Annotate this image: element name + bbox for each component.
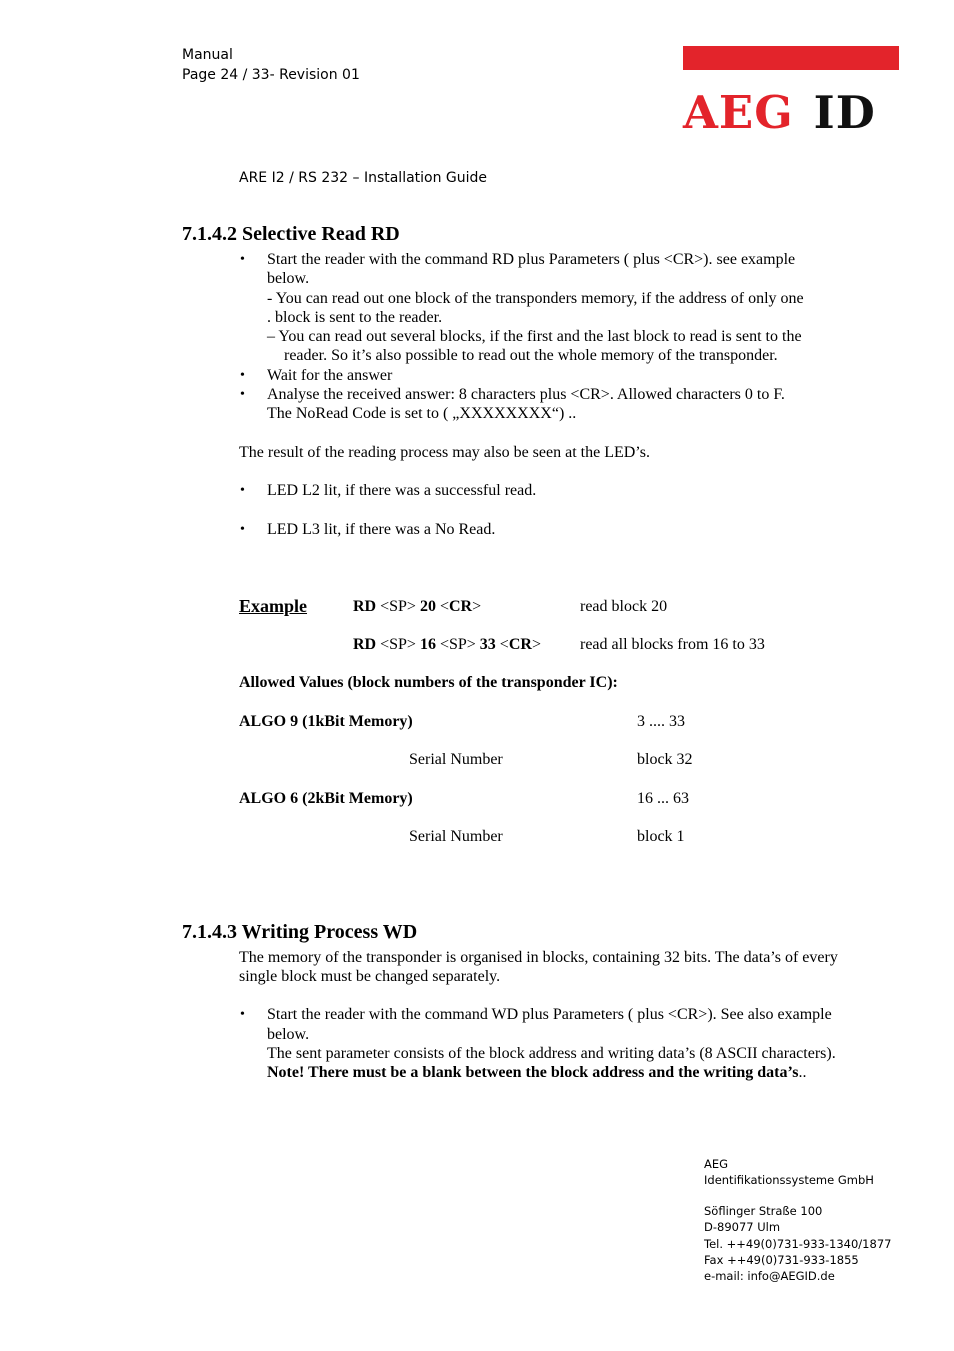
footer-tel: Tel. ++49(0)731-933-1340/1877	[704, 1237, 892, 1251]
led-intro: The result of the reading process may also be seen at the LED’s.	[239, 444, 650, 461]
wd-para-line1: The memory of the transponder is organised in blocks, containing 32 bits. The data’s of every	[239, 949, 838, 966]
footer-email: e-mail: info@AEGID.de	[704, 1269, 835, 1283]
example-label: Example	[239, 596, 308, 616]
rd-bullet3-line2: The NoRead Code is set to ( „XXXXXXXX“) ..	[267, 405, 577, 422]
rd-bullet3-line1: Analyse the received answer: 8 characters plus <CR>. Allowed characters 0 to F.	[267, 386, 785, 403]
doc-subtitle: ARE I2 / RS 232 – Installation Guide	[239, 170, 488, 186]
bullet-icon: •	[240, 387, 245, 402]
example1-command: RD <SP> 20 <CR>	[353, 598, 482, 615]
algo9-label: ALGO 9 (1kBit Memory)	[239, 713, 413, 730]
example2-desc: read all blocks from 16 to 33	[580, 636, 765, 653]
rd-bullet1-line2: below.	[267, 270, 310, 287]
example2-command: RD <SP> 16 <SP> 33 <CR>	[353, 636, 541, 653]
rd-bullet1-line6: reader. So it’s also possible to read out the whole memory of the transponder.	[284, 347, 778, 364]
footer-company: AEG	[704, 1157, 729, 1171]
footer-city: D-89077 Ulm	[704, 1220, 781, 1234]
section-heading-wd: 7.1.4.3 Writing Process WD	[182, 921, 418, 943]
wd-bullet1-line1: Start the reader with the command WD plus Parameters ( plus <CR>). See also example	[267, 1006, 832, 1023]
rd-bullet1-line1: Start the reader with the command RD plus Parameters ( plus <CR>). see example	[267, 251, 796, 268]
page-info: Page 24 / 33- Revision 01	[182, 67, 360, 83]
rd-bullet2: Wait for the answer	[267, 367, 393, 384]
led-l3: LED L3 lit, if there was a No Read.	[267, 521, 496, 538]
allowed-values-title: Allowed Values (block numbers of the transponder IC):	[239, 674, 618, 691]
wd-bullet1-note: Note! There must be a blank between the block address and the writing data’s..	[267, 1064, 807, 1081]
algo6-serial-value: block 1	[637, 828, 685, 845]
logo-aeg: AEG	[683, 86, 794, 139]
footer-company-full: Identifikationssysteme GmbH	[704, 1173, 874, 1187]
bullet-icon: •	[240, 522, 245, 537]
wd-bullet1-line2: below.	[267, 1026, 310, 1043]
algo6-serial-label: Serial Number	[409, 828, 503, 845]
led-l2: LED L2 lit, if there was a successful read.	[267, 482, 537, 499]
footer-fax: Fax ++49(0)731-933-1855	[704, 1253, 859, 1267]
bullet-icon: •	[240, 483, 245, 498]
logo-red-bar	[683, 46, 899, 70]
doc-type: Manual	[182, 47, 233, 63]
footer-street: Söflinger Straße 100	[704, 1204, 823, 1218]
bullet-icon: •	[240, 252, 245, 267]
algo9-serial-value: block 32	[637, 751, 693, 768]
wd-bullet1-line3: The sent parameter consists of the block address and writing data’s (8 ASCII characters).	[267, 1045, 836, 1062]
bullet-icon: •	[240, 1007, 245, 1022]
aeg-id-logo	[683, 88, 876, 138]
section-heading-rd: 7.1.4.2 Selective Read RD	[182, 223, 400, 245]
bullet-icon: •	[240, 368, 245, 383]
rd-bullet1-line4: . block is sent to the reader.	[267, 309, 443, 326]
algo9-range: 3 .... 33	[637, 713, 685, 730]
rd-bullet1-line5: – You can read out several blocks, if the first and the last block to read is sent to the	[267, 328, 802, 345]
algo6-range: 16 ... 63	[637, 790, 689, 807]
rd-bullet1-line3: - You can read out one block of the transponders memory, if the address of only one	[267, 290, 804, 307]
algo6-label: ALGO 6 (2kBit Memory)	[239, 790, 413, 807]
example1-desc: read block 20	[580, 598, 668, 615]
wd-para-line2: single block must be changed separately.	[239, 968, 501, 985]
logo-id: ID	[813, 86, 876, 139]
algo9-serial-label: Serial Number	[409, 751, 503, 768]
